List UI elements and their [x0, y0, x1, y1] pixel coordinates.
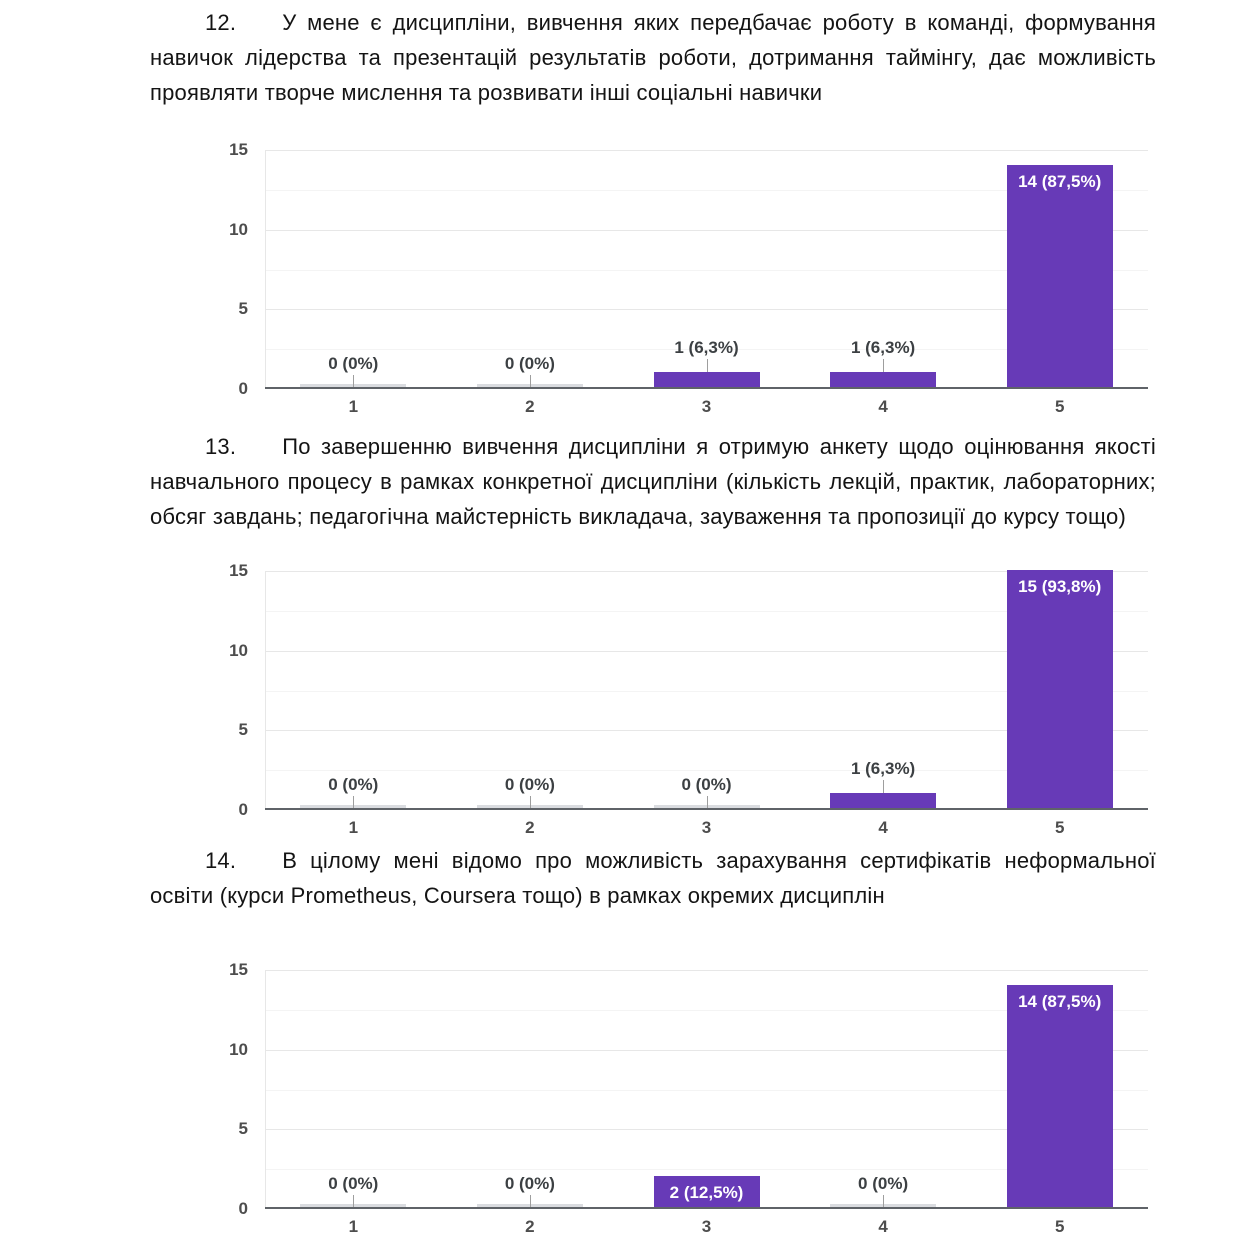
x-axis-tick-label: 2: [525, 1217, 535, 1236]
question-13-number: 13.: [205, 434, 237, 459]
bar-category-4: [830, 372, 936, 388]
bar-value-label: 0 (0%): [681, 775, 732, 794]
y-axis-tick-label: 5: [238, 1119, 248, 1139]
label-leader-line: [883, 359, 884, 372]
y-axis-tick-label: 15: [229, 960, 248, 979]
label-leader-line: [883, 780, 884, 793]
y-axis-tick-label: 0: [238, 800, 248, 819]
x-axis-tick-label: 2: [525, 818, 535, 837]
question-12-text: У мене є дисципліни, вивчення яких передбачає роботу в команді, формування навичок лідерства та презентацій результатів роботи, дотримання таймінгу, дає можливість проявляти творче мислення та розвивати інші соціальні навички: [150, 10, 1156, 105]
chart-question-13: [188, 562, 1168, 842]
question-13-text: По завершенню вивчення дисципліни я отримую анкету щодо оцінювання якості навчального процесу в рамках конкретної дисципліни (кількість лекцій, практик, лабораторних; обсяг завдань; педагогічна майстерність викладача, зауваження та пропозиції до курсу тощо): [150, 434, 1156, 529]
question-14-number: 14.: [205, 848, 237, 873]
y-axis-tick-label: 0: [238, 1199, 248, 1218]
x-axis-baseline: [265, 808, 1148, 810]
plot-area: [265, 571, 1148, 810]
x-axis-tick-label: 3: [701, 397, 712, 416]
x-axis-tick-label: 1: [348, 1217, 359, 1236]
x-axis-tick-label: 5: [1054, 1217, 1065, 1236]
plot-area: [265, 970, 1148, 1209]
x-axis-tick-label: 5: [1054, 818, 1065, 837]
x-axis-tick-label: 1: [348, 397, 359, 416]
bar-value-label: 1 (6,3%): [850, 338, 916, 358]
bar-value-label: 0 (0%): [504, 354, 555, 373]
bar-value-label: 1 (6,3%): [850, 759, 916, 779]
label-leader-line: [707, 359, 708, 372]
bar-category-3: [654, 372, 760, 388]
bar-category-5: [1007, 165, 1113, 388]
bar-value-label: 14 (87,5%): [1018, 991, 1102, 1011]
bar-value-label: 1 (6,3%): [674, 338, 739, 358]
y-axis-tick-label: 15: [229, 561, 248, 580]
x-axis-tick-label: 3: [701, 818, 712, 837]
bar-value-label: 0 (0%): [328, 1174, 379, 1193]
y-axis-tick-label: 10: [229, 219, 248, 239]
y-axis-tick-label: 10: [229, 640, 248, 660]
gridline: [265, 970, 1148, 971]
question-14-text: В цілому мені відомо про можливість зарахування сертифікатів неформальної освіти (курси Prometheus, Coursera тощо) в рамках окремих дисциплін: [150, 848, 1156, 908]
y-axis-line: [265, 571, 266, 810]
bar-value-label: 0 (0%): [858, 1174, 909, 1193]
bar-category-4: [830, 793, 936, 809]
y-axis-tick-label: 5: [238, 720, 248, 740]
gridline: [265, 150, 1148, 151]
y-axis-line: [265, 970, 266, 1209]
question-13: [150, 429, 1156, 534]
plot-area: [265, 150, 1148, 389]
question-12-number: 12.: [205, 10, 237, 35]
bar-value-label: 15 (93,8%): [1018, 577, 1102, 596]
question-14: [150, 843, 1156, 913]
y-axis-tick-label: 5: [238, 299, 248, 319]
bar-category-5: [1007, 985, 1113, 1208]
x-axis-tick-label: 2: [525, 397, 535, 416]
bar-value-label: 0 (0%): [328, 775, 379, 794]
y-axis-tick-label: 15: [229, 140, 248, 159]
x-axis-tick-label: 4: [878, 397, 888, 416]
question-12: [150, 5, 1156, 110]
y-axis-line: [265, 150, 266, 389]
x-axis-tick-label: 4: [878, 818, 888, 837]
bar-value-label: 0 (0%): [504, 775, 555, 794]
x-axis-baseline: [265, 1207, 1148, 1209]
x-axis-baseline: [265, 387, 1148, 389]
bar-value-label: 14 (87,5%): [1018, 171, 1102, 191]
bar-value-label: 0 (0%): [328, 354, 379, 373]
x-axis-tick-label: 3: [701, 1217, 712, 1236]
y-axis-tick-label: 0: [238, 379, 248, 398]
x-axis-tick-label: 4: [878, 1217, 888, 1236]
bar-value-label: 2 (12,5%): [669, 1183, 744, 1203]
bar-category-5: [1007, 570, 1113, 809]
x-axis-tick-label: 1: [348, 818, 359, 837]
y-axis-tick-label: 10: [229, 1039, 248, 1059]
chart-question-12: [188, 141, 1168, 421]
chart-question-14: [188, 961, 1168, 1241]
bar-value-label: 0 (0%): [504, 1174, 555, 1193]
x-axis-tick-label: 5: [1054, 397, 1065, 416]
